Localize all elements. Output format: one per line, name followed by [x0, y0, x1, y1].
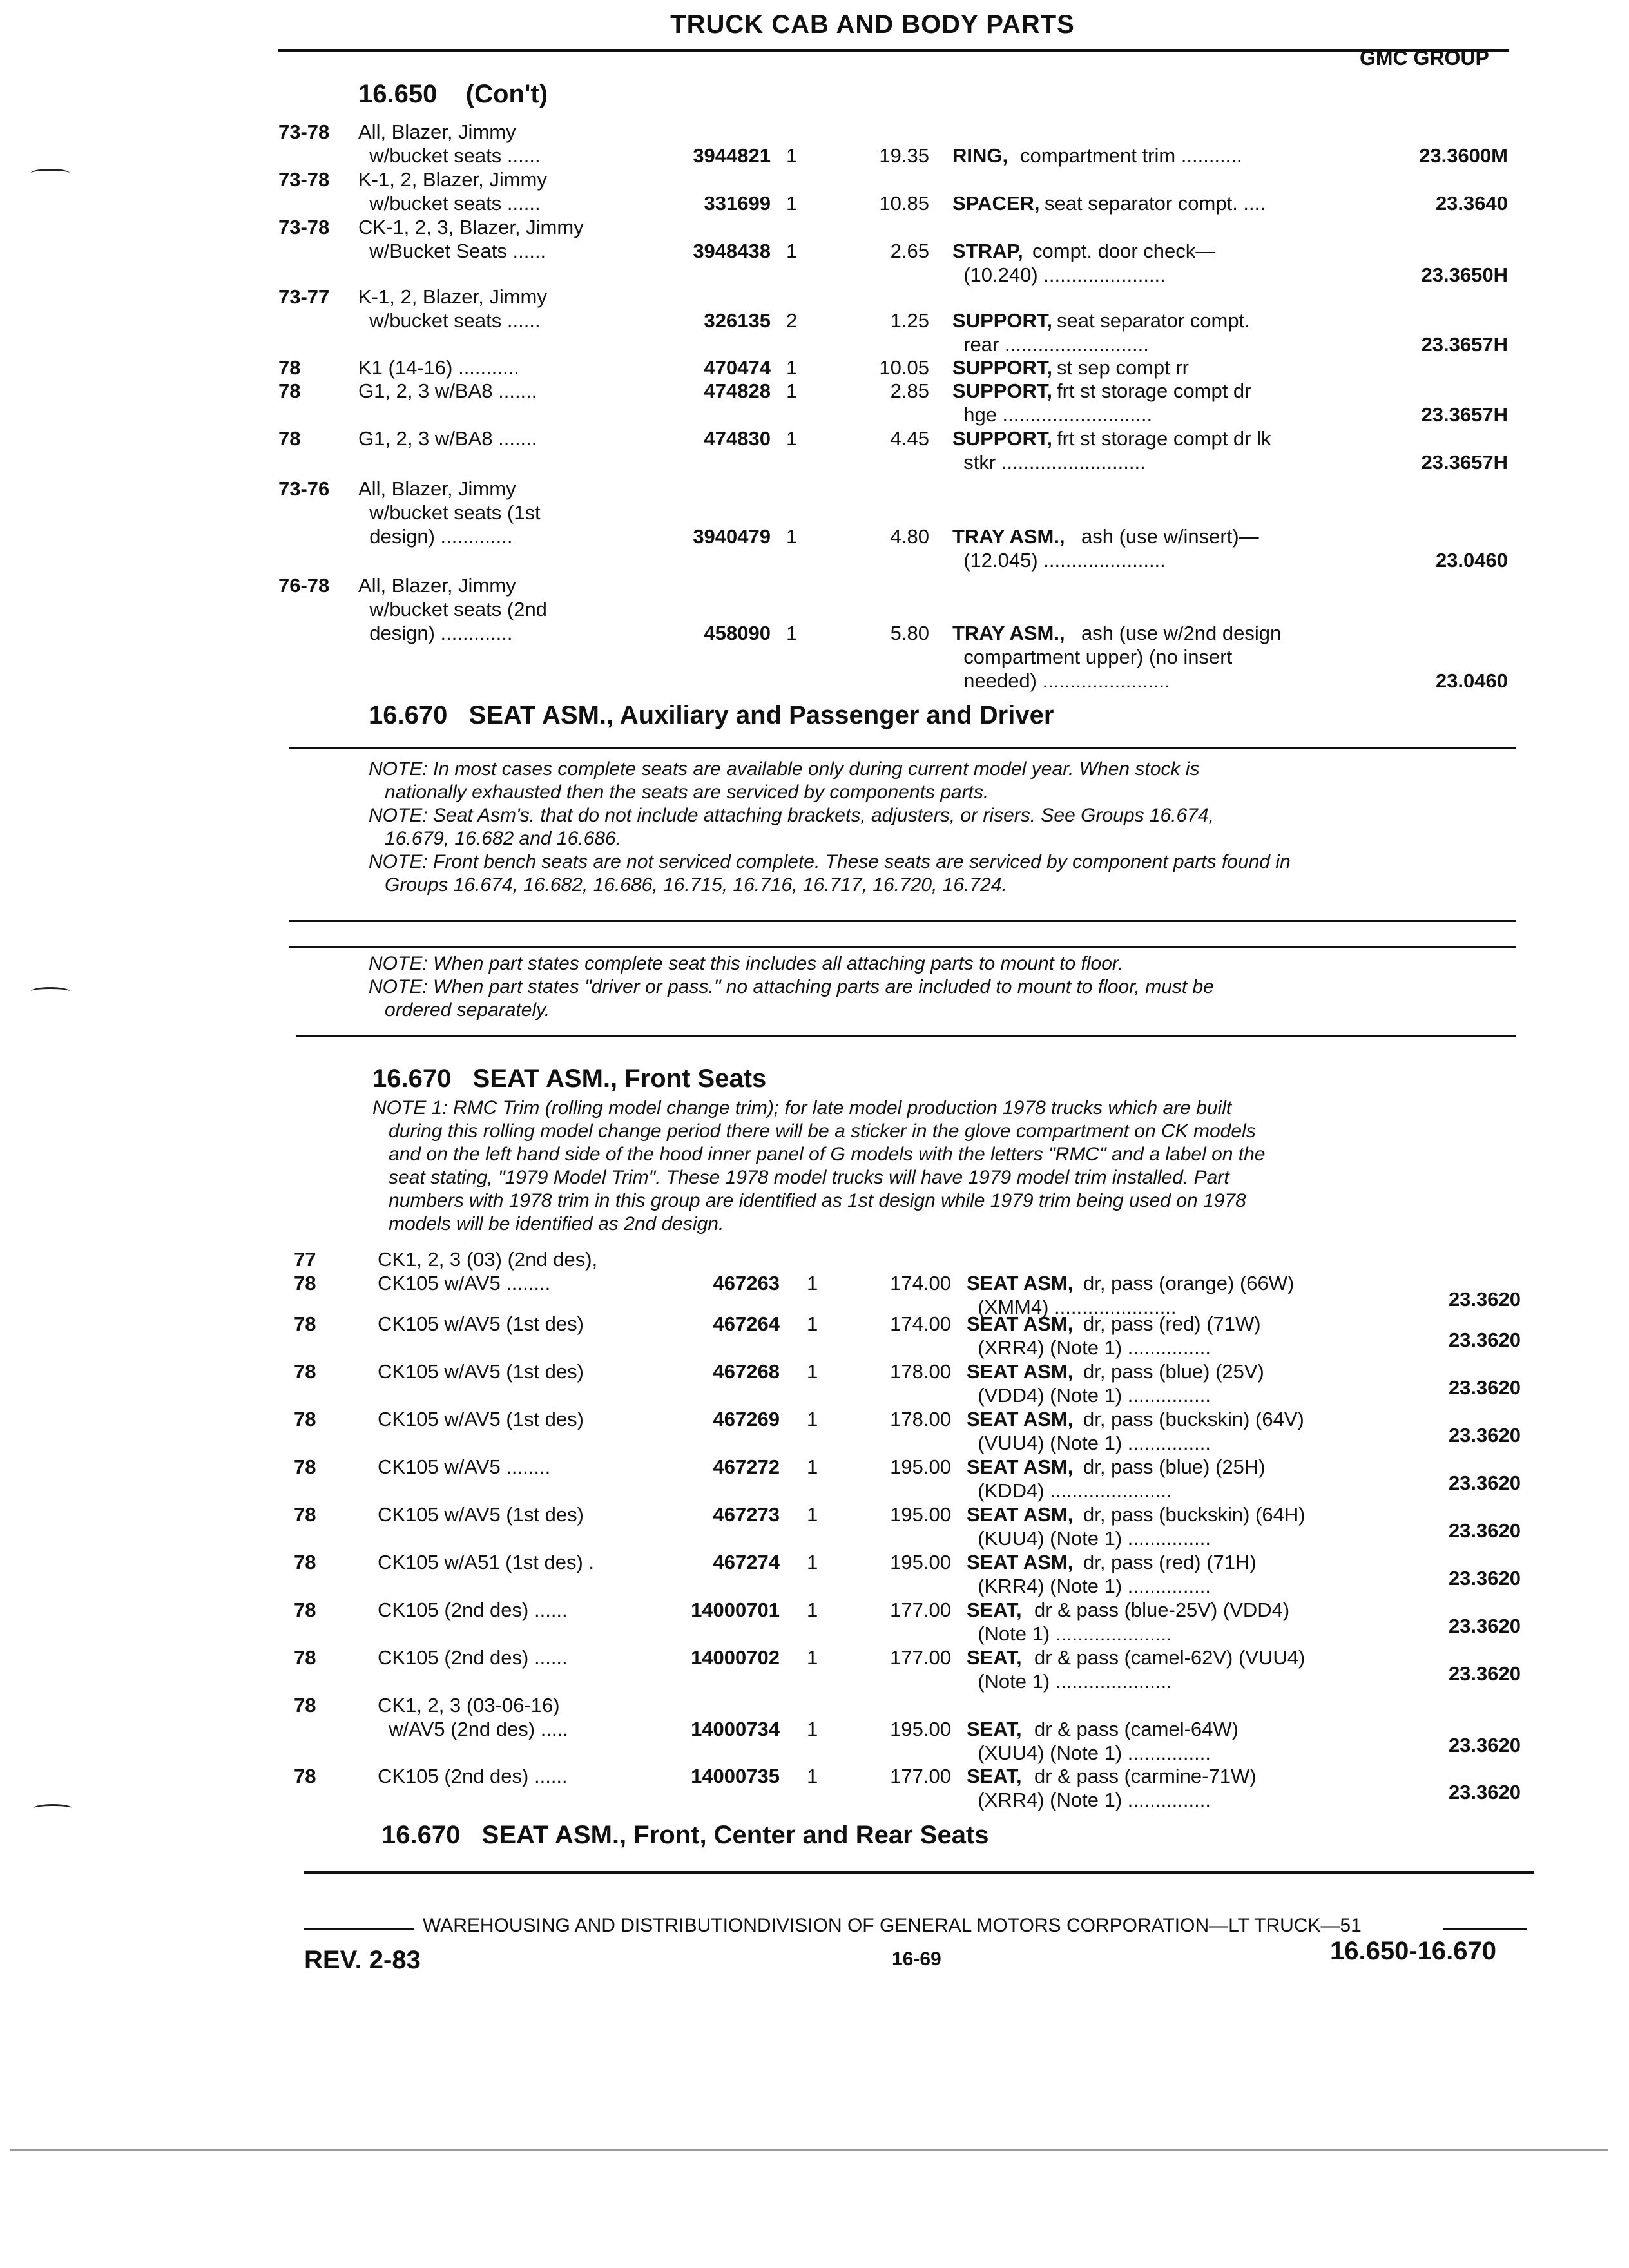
price: 174.00	[890, 1272, 951, 1294]
part-number: 458090	[704, 622, 771, 644]
group-number: 23.0460	[1435, 669, 1508, 692]
quantity: 1	[786, 144, 798, 167]
group-number: 23.0460	[1435, 549, 1508, 572]
price: 178.00	[890, 1360, 951, 1383]
description: dr & pass (camel-62V) (VUU4)	[1034, 1646, 1306, 1669]
group-number: 23.3620	[1448, 1424, 1521, 1446]
description: dr & pass (blue-25V) (VDD4)	[1034, 1599, 1290, 1621]
description: (10.240) ......................	[952, 264, 1166, 286]
punch-hole-mark	[31, 169, 70, 177]
description: seat separator compt.	[1057, 309, 1250, 332]
description: (VDD4) (Note 1) ...............	[967, 1384, 1211, 1407]
model-year: 78	[294, 1456, 316, 1478]
description: stkr ..........................	[952, 451, 1146, 474]
quantity: 1	[807, 1718, 818, 1740]
part-number: 474828	[704, 380, 771, 402]
description: dr, pass (buckskin) (64V)	[1083, 1408, 1304, 1430]
note-line: ordered separately.	[369, 999, 550, 1021]
description: (KDD4) ......................	[967, 1479, 1172, 1502]
footer-rev: REV. 2-83	[304, 1946, 421, 1974]
scan-edge-line	[10, 2149, 1608, 2151]
note-line: NOTE: When part states complete seat this includes all attaching parts to mount to floor.	[369, 953, 1124, 974]
quantity: 1	[807, 1765, 818, 1787]
footer-range: 16.650-16.670	[1330, 1937, 1497, 1965]
description: needed) .......................	[952, 669, 1170, 692]
description: seat separator compt. ....	[1045, 192, 1266, 215]
part-name: SEAT ASM,	[967, 1503, 1074, 1526]
section-heading-aux: 16.670 SEAT ASM., Auxiliary and Passenger and Driver	[369, 701, 1054, 729]
quantity: 1	[807, 1408, 818, 1430]
application: CK105 (2nd des) ......	[378, 1646, 568, 1669]
note-line: NOTE: Seat Asm's. that do not include attaching brackets, adjusters, or risers. See Groups 16.674,	[369, 805, 1214, 826]
footer-org: WAREHOUSING AND DISTRIBUTIONDIVISION OF GENERAL MOTORS CORPORATION—LT TRUCK—51	[423, 1915, 1362, 1936]
application: CK105 w/AV5 ........	[378, 1272, 551, 1294]
part-name: RING,	[952, 144, 1008, 167]
description: (XRR4) (Note 1) ...............	[967, 1336, 1211, 1359]
description: ash (use w/insert)—	[1081, 525, 1259, 548]
part-number: 14000701	[691, 1599, 780, 1621]
description: (KUU4) (Note 1) ...............	[967, 1527, 1211, 1550]
footer-rule-left	[304, 1928, 414, 1930]
group-number: 23.3650H	[1421, 264, 1508, 286]
model-year: 78	[294, 1765, 316, 1787]
note-line: seat stating, "1979 Model Trim". These 1978 model trucks will have 1979 model trim installed. Part	[372, 1167, 1229, 1188]
group-number: 23.3620	[1448, 1615, 1521, 1637]
application: CK105 w/AV5 ........	[378, 1456, 551, 1478]
model-year: 78	[294, 1694, 316, 1716]
description: (XUU4) (Note 1) ...............	[967, 1742, 1211, 1764]
price: 178.00	[890, 1408, 951, 1430]
price: 174.00	[890, 1312, 951, 1335]
group-number: 23.3620	[1448, 1567, 1521, 1590]
section-heading-front: 16.670 SEAT ASM., Front Seats	[372, 1064, 767, 1093]
group-number: 23.3620	[1448, 1329, 1521, 1351]
part-name: SEAT ASM,	[967, 1272, 1074, 1294]
quantity: 1	[807, 1503, 818, 1526]
quantity: 1	[786, 356, 798, 379]
application: K-1, 2, Blazer, Jimmy	[358, 285, 547, 308]
price: 177.00	[890, 1599, 951, 1621]
application: All, Blazer, Jimmy	[358, 120, 516, 143]
model-year: 78	[294, 1551, 316, 1573]
part-number: 470474	[704, 356, 771, 379]
part-number: 467264	[713, 1312, 780, 1335]
part-number: 467273	[713, 1503, 780, 1526]
application: All, Blazer, Jimmy	[358, 574, 516, 597]
model-year: 73-76	[278, 477, 330, 500]
part-name: SEAT,	[967, 1765, 1022, 1787]
note-1-block	[372, 1097, 1266, 1236]
description: (XRR4) (Note 1) ...............	[967, 1789, 1211, 1811]
description: st sep compt rr	[1057, 356, 1189, 379]
application: design) .............	[358, 622, 513, 644]
note-line: nationally exhausted then the seats are serviced by components parts.	[369, 782, 989, 803]
part-number: 467274	[713, 1551, 780, 1573]
part-name: SUPPORT,	[952, 309, 1053, 332]
part-number: 326135	[704, 309, 771, 332]
price: 10.05	[879, 356, 929, 379]
application: w/bucket seats (2nd	[358, 598, 547, 620]
description: (Note 1) .....................	[967, 1622, 1172, 1645]
price: 19.35	[879, 144, 929, 167]
group-number: 23.3620	[1448, 1734, 1521, 1756]
quantity: 1	[807, 1599, 818, 1621]
description: dr & pass (carmine-71W)	[1034, 1765, 1257, 1787]
price: 195.00	[890, 1718, 951, 1740]
note-line: numbers with 1978 trim in this group are identified as 1st design while 1979 trim being used on 1978	[372, 1190, 1246, 1211]
part-name: SEAT ASM,	[967, 1360, 1074, 1383]
group-number: 23.3620	[1448, 1781, 1521, 1803]
part-name: SUPPORT,	[952, 380, 1053, 402]
part-name: SUPPORT,	[952, 356, 1053, 379]
model-year: 78	[294, 1360, 316, 1383]
group-number: 23.3657H	[1421, 451, 1508, 474]
description: (Note 1) .....................	[967, 1670, 1172, 1693]
part-name: SUPPORT,	[952, 427, 1053, 450]
note-line: NOTE: In most cases complete seats are available only during current model year. When stock is	[369, 758, 1200, 780]
application: design) .............	[358, 525, 513, 548]
application: CK1, 2, 3 (03-06-16)	[378, 1694, 560, 1716]
model-year: 78	[294, 1503, 316, 1526]
application: CK105 w/AV5 (1st des)	[378, 1503, 584, 1526]
group-number: 23.3620	[1448, 1519, 1521, 1542]
description: compt. door check—	[1032, 240, 1216, 262]
model-year: 78	[294, 1408, 316, 1430]
quantity: 1	[786, 525, 798, 548]
part-name: TRAY ASM.,	[952, 525, 1065, 548]
description: dr, pass (red) (71H)	[1083, 1551, 1257, 1573]
description: dr, pass (red) (71W)	[1083, 1312, 1261, 1335]
quantity: 1	[786, 240, 798, 262]
note-line: during this rolling model change period there will be a sticker in the glove compartment on CK models	[372, 1120, 1256, 1142]
description: (VUU4) (Note 1) ...............	[967, 1432, 1211, 1454]
model-year: 78	[278, 427, 301, 450]
part-name: SEAT ASM,	[967, 1408, 1074, 1430]
price: 4.45	[890, 427, 929, 450]
group-number: 23.3600M	[1419, 144, 1508, 167]
application: w/bucket seats ......	[358, 192, 541, 215]
model-year: 78	[294, 1599, 316, 1621]
note-line: NOTE: When part states "driver or pass." no attaching parts are included to mount to floor, must be	[369, 976, 1214, 997]
model-year: 73-78	[278, 216, 330, 238]
quantity: 1	[786, 622, 798, 644]
part-number: 3940479	[693, 525, 771, 548]
note-line: models will be identified as 2nd design.	[372, 1213, 724, 1235]
model-year: 78	[294, 1312, 316, 1335]
section-rule	[289, 747, 1516, 749]
description: dr, pass (blue) (25H)	[1083, 1456, 1266, 1478]
section-rule	[296, 1035, 1516, 1037]
model-year: 78	[294, 1646, 316, 1669]
description: (KRR4) (Note 1) ...............	[967, 1575, 1211, 1597]
application: CK-1, 2, 3, Blazer, Jimmy	[358, 216, 584, 238]
part-name: SPACER,	[952, 192, 1040, 215]
page-title: TRUCK CAB AND BODY PARTS	[670, 10, 1075, 39]
section-heading-rear: 16.670 SEAT ASM., Front, Center and Rear Seats	[381, 1821, 989, 1849]
group-number: 23.3657H	[1421, 403, 1508, 426]
description: compartment upper) (no insert	[952, 646, 1233, 668]
description: dr, pass (blue) (25V)	[1083, 1360, 1264, 1383]
price: 195.00	[890, 1551, 951, 1573]
group-label: GMC GROUP	[1360, 46, 1489, 70]
description: dr, pass (orange) (66W)	[1083, 1272, 1295, 1294]
note-line: NOTE: Front bench seats are not serviced complete. These seats are serviced by component parts found in	[369, 851, 1291, 872]
part-number: 331699	[704, 192, 771, 215]
group-number: 23.3620	[1448, 1288, 1521, 1311]
part-number: 14000702	[691, 1646, 780, 1669]
application: w/bucket seats ......	[358, 144, 541, 167]
section-rule	[289, 946, 1516, 948]
model-year: 77	[294, 1248, 316, 1271]
punch-hole-mark	[34, 1804, 72, 1812]
application: CK105 w/AV5 (1st des)	[378, 1360, 584, 1383]
part-name: SEAT ASM,	[967, 1551, 1074, 1573]
quantity: 1	[807, 1360, 818, 1383]
part-name: SEAT ASM,	[967, 1312, 1074, 1335]
notes-block-a	[369, 758, 1291, 897]
description: ash (use w/2nd design	[1081, 622, 1282, 644]
part-number: 474830	[704, 427, 771, 450]
application: G1, 2, 3 w/BA8 .......	[358, 427, 537, 450]
notes-block-b	[369, 952, 1214, 1022]
footer-rule-right	[1443, 1928, 1527, 1930]
price: 177.00	[890, 1765, 951, 1787]
part-number: 3944821	[693, 144, 771, 167]
model-year: 76-78	[278, 574, 330, 597]
quantity: 1	[807, 1272, 818, 1294]
model-year: 73-77	[278, 285, 330, 308]
part-name: TRAY ASM.,	[952, 622, 1065, 644]
group-number: 23.3620	[1448, 1662, 1521, 1685]
price: 195.00	[890, 1456, 951, 1478]
part-number: 467272	[713, 1456, 780, 1478]
part-name: SEAT ASM,	[967, 1456, 1074, 1478]
note-line: and on the left hand side of the hood inner panel of G models with the letters "RMC" and a label on the	[372, 1144, 1266, 1165]
application: CK105 w/A51 (1st des) .	[378, 1551, 594, 1573]
note-line: 16.679, 16.682 and 16.686.	[369, 828, 622, 849]
description: frt st storage compt dr lk	[1057, 427, 1271, 450]
application: w/Bucket Seats ......	[358, 240, 546, 262]
model-year: 78	[278, 380, 301, 402]
part-number: 467269	[713, 1408, 780, 1430]
quantity: 1	[807, 1456, 818, 1478]
price: 195.00	[890, 1503, 951, 1526]
model-year: 73-78	[278, 168, 330, 191]
group-number: 23.3657H	[1421, 333, 1508, 356]
price: 177.00	[890, 1646, 951, 1669]
price: 4.80	[890, 525, 929, 548]
quantity: 1	[786, 192, 798, 215]
application: All, Blazer, Jimmy	[358, 477, 516, 500]
quantity: 2	[786, 309, 798, 332]
group-number: 23.3620	[1448, 1376, 1521, 1399]
application: w/AV5 (2nd des) .....	[378, 1718, 568, 1740]
description: dr, pass (buckskin) (64H)	[1083, 1503, 1306, 1526]
quantity: 1	[807, 1312, 818, 1335]
price: 2.85	[890, 380, 929, 402]
description: rear ..........................	[952, 333, 1149, 356]
application: CK105 w/AV5 (1st des)	[378, 1312, 584, 1335]
quantity: 1	[807, 1551, 818, 1573]
application: CK105 (2nd des) ......	[378, 1599, 568, 1621]
header-rule	[278, 49, 1509, 52]
application: K1 (14-16) ...........	[358, 356, 519, 379]
application: w/bucket seats ......	[358, 309, 541, 332]
punch-hole-mark	[31, 987, 70, 995]
application: CK1, 2, 3 (03) (2nd des),	[378, 1248, 598, 1271]
part-name: SEAT,	[967, 1718, 1022, 1740]
part-name: SEAT,	[967, 1646, 1022, 1669]
quantity: 1	[807, 1646, 818, 1669]
part-number: 467263	[713, 1272, 780, 1294]
part-number: 467268	[713, 1360, 780, 1383]
description: (12.045) ......................	[952, 549, 1166, 572]
application: CK105 w/AV5 (1st des)	[378, 1408, 584, 1430]
price: 5.80	[890, 622, 929, 644]
price: 10.85	[879, 192, 929, 215]
application: G1, 2, 3 w/BA8 .......	[358, 380, 537, 402]
model-year: 78	[278, 356, 301, 379]
description: frt st storage compt dr	[1057, 380, 1251, 402]
price: 2.65	[890, 240, 929, 262]
note-line: NOTE 1: RMC Trim (rolling model change trim); for late model production 1978 trucks which are built	[372, 1097, 1232, 1119]
section-rule	[304, 1871, 1534, 1874]
group-number: 23.3640	[1435, 192, 1508, 215]
part-number: 3948438	[693, 240, 771, 262]
description: dr & pass (camel-64W)	[1034, 1718, 1239, 1740]
section-rule	[289, 920, 1516, 922]
application: K-1, 2, Blazer, Jimmy	[358, 168, 547, 191]
description: (XMM4) ......................	[967, 1296, 1177, 1318]
section-heading-cont: 16.650 (Con't)	[358, 80, 548, 108]
model-year: 73-78	[278, 120, 330, 143]
quantity: 1	[786, 427, 798, 450]
part-number: 14000735	[691, 1765, 780, 1787]
footer-page: 16-69	[892, 1948, 941, 1970]
group-number: 23.3620	[1448, 1472, 1521, 1494]
model-year: 78	[294, 1272, 316, 1294]
application: w/bucket seats (1st	[358, 501, 541, 524]
part-number: 14000734	[691, 1718, 780, 1740]
description: hge ...........................	[952, 403, 1153, 426]
price: 1.25	[890, 309, 929, 332]
part-name: STRAP,	[952, 240, 1023, 262]
application: CK105 (2nd des) ......	[378, 1765, 568, 1787]
part-name: SEAT,	[967, 1599, 1022, 1621]
quantity: 1	[786, 380, 798, 402]
description: compartment trim ...........	[1020, 144, 1242, 167]
note-line: Groups 16.674, 16.682, 16.686, 16.715, 16.716, 16.717, 16.720, 16.724.	[369, 874, 1007, 896]
